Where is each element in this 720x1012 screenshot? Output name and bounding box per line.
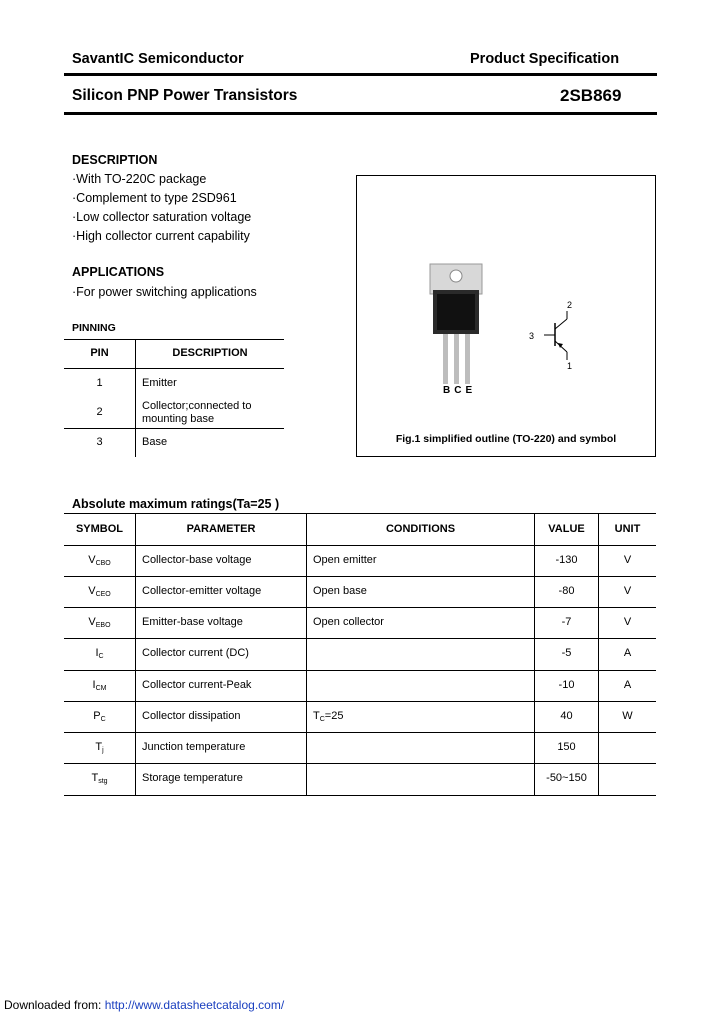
- pin-description: Base: [142, 436, 168, 448]
- desc-col-header: DESCRIPTION: [172, 347, 248, 359]
- pin-number: 3: [96, 436, 103, 448]
- col-header-unit: UNIT: [614, 523, 641, 535]
- applications-heading: APPLICATIONS: [72, 265, 165, 279]
- part-number: 2SB869: [560, 86, 622, 105]
- value-cell: 40: [560, 710, 573, 722]
- unit-cell: W: [622, 710, 633, 722]
- parameter-cell: Collector-emitter voltage: [142, 585, 262, 597]
- parameter-cell: Junction temperature: [142, 741, 246, 753]
- symbol-cell: $P_C$: [93, 710, 106, 723]
- footer-label: Downloaded from:: [4, 998, 105, 1012]
- footer-link[interactable]: http://www.datasheetcatalog.com/: [104, 998, 285, 1012]
- parameter-cell: Collector current (DC): [142, 647, 249, 659]
- parameter-cell: Collector current-Peak: [142, 679, 252, 691]
- package-pin-letters: BCE: [443, 385, 477, 396]
- unit-cell: V: [623, 616, 632, 628]
- conditions-cell: Open collector: [313, 616, 384, 628]
- list-item: ·Complement to type 2SD961: [72, 191, 237, 205]
- description-heading: DESCRIPTION: [72, 153, 158, 167]
- conditions-cell: Open base: [313, 585, 367, 597]
- symbol-cell: $V_{CEO}$: [88, 585, 111, 598]
- page-title: Silicon PNP Power Transistors: [72, 87, 298, 104]
- value-cell: -50~150: [546, 772, 587, 784]
- parameter-cell: Emitter-base voltage: [142, 616, 243, 628]
- symbol-pin-label: 1: [567, 361, 573, 371]
- pin-number: 1: [96, 377, 103, 389]
- header-rule-bottom: [64, 112, 657, 115]
- header-rule-top: [64, 73, 657, 76]
- list-item: ·Low collector saturation voltage: [72, 210, 252, 224]
- list-item: ·High collector current capability: [72, 229, 250, 243]
- pin-description: Emitter: [142, 377, 177, 389]
- symbol-pin-label: 2: [567, 300, 573, 310]
- unit-cell: V: [623, 554, 632, 566]
- symbol-cell: $V_{CBO}$: [88, 554, 111, 567]
- symbol-pin-label: 3: [529, 331, 535, 341]
- unit-cell: A: [623, 679, 632, 691]
- ratings-heading: Absolute maximum ratings(Ta=25 ): [72, 497, 280, 511]
- col-header-parameter: PARAMETER: [186, 523, 256, 535]
- pin-description: Collector;connected to mounting base: [142, 400, 252, 425]
- conditions-cell: Open emitter: [313, 554, 377, 566]
- figure-box: [356, 175, 656, 457]
- unit-cell: A: [623, 647, 632, 659]
- value-cell: -80: [558, 585, 575, 597]
- company-name: SavantIC Semiconductor: [72, 51, 244, 67]
- value-cell: 150: [557, 741, 576, 753]
- col-header-conditions: CONDITIONS: [385, 523, 456, 535]
- figure-caption: Fig.1 simplified outline (TO-220) and symbol: [395, 433, 617, 445]
- package-outline-image: [357, 176, 655, 456]
- symbol-cell: $V_{EBO}$: [88, 616, 111, 629]
- col-header-symbol: SYMBOL: [75, 523, 124, 535]
- parameter-cell: Collector-base voltage: [142, 554, 252, 566]
- value-cell: -130: [555, 554, 578, 566]
- col-header-value: VALUE: [548, 523, 585, 535]
- parameter-cell: Collector dissipation: [142, 710, 241, 722]
- ratings-table: [64, 513, 656, 796]
- pin-number: 2: [96, 406, 103, 418]
- list-item: ·With TO-220C package: [72, 172, 207, 186]
- applications-list: [72, 283, 257, 302]
- value-cell: -7: [561, 616, 572, 628]
- conditions-cell: $T_C=25$: [313, 710, 344, 723]
- parameter-cell: Storage temperature: [142, 772, 243, 784]
- symbol-cell: $I_{CM}$: [92, 679, 107, 692]
- pinning-heading: PINNING: [72, 322, 116, 334]
- symbol-cell: $T_{stg}$: [91, 772, 108, 785]
- description-list: [72, 170, 251, 246]
- footer: [4, 998, 284, 1012]
- unit-cell: V: [623, 585, 632, 597]
- doc-type: Product Specification: [470, 51, 620, 67]
- value-cell: -10: [558, 679, 575, 691]
- value-cell: -5: [561, 647, 572, 659]
- symbol-cell: $T_j$: [95, 741, 104, 754]
- symbol-cell: $I_C$: [95, 647, 104, 660]
- list-item: ·For power switching applications: [72, 285, 257, 299]
- pin-col-header: PIN: [90, 347, 109, 359]
